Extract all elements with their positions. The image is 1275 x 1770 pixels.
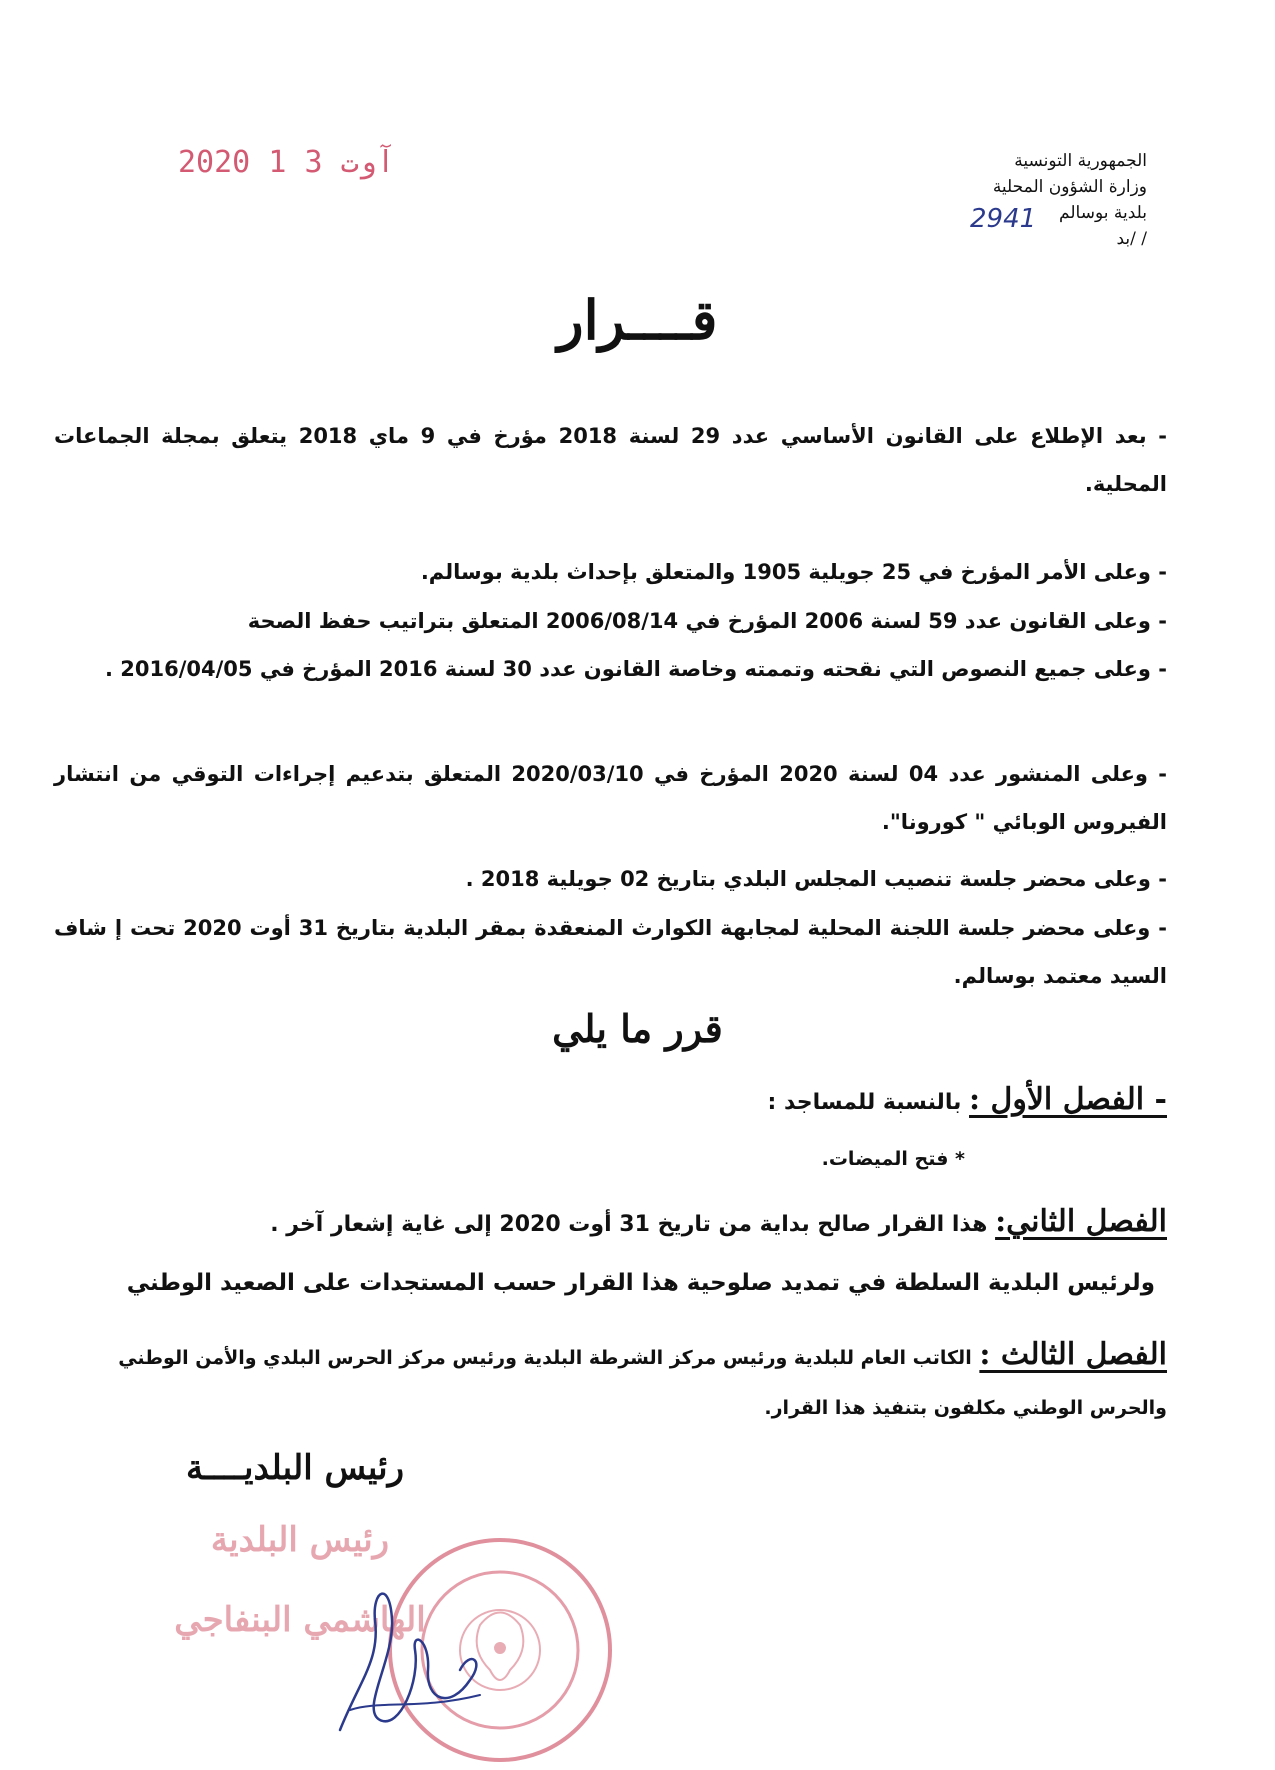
document-title: قــــرار [557,288,718,352]
article-first-title: - الفصل الأول : [969,1082,1167,1117]
preamble-paragraph: - وعلى القانون عدد 59 لسنة 2006 المؤرخ في 2006/08/14 المتعلق بتراتيب حفظ الصحة [247,609,1167,633]
article-second-note: ولرئيس البلدية السلطة في تمديد صلوحية هذا القرار حسب المستجدات على الصعيد الوطني [126,1270,1155,1296]
article-third-title: الفصل الثالث : [979,1337,1167,1372]
article-first-item: * فتح الميضات. [821,1148,965,1170]
preamble-paragraph: - وعلى محضر جلسة اللجنة المحلية لمجابهة الكوارث المنعقدة بمقر البلدية بتاريخ 31 أوت 2020 تحت إ شاف السيد معتمد بوسالم. [54,916,1167,988]
decision-heading: قرر ما يلي [552,1006,723,1051]
article-second [60,1204,1167,1239]
stamp-name-line2: الهاشمي البنفاجي [174,1600,426,1640]
article-second-title: الفصل الثاني: [995,1204,1167,1239]
article-second-text: هذا القرار صالح بداية من تاريخ 31 أوت 2020 إلى غاية إشعار آخر . [270,1212,988,1237]
preamble-paragraph: - وعلى جميع النصوص التي نقحته وتممته وخاصة القانون عدد 30 لسنة 2016 المؤرخ في 2016/04/05 . [105,657,1167,681]
handwritten-reference-number: 2941 [970,204,1037,234]
preamble-paragraph: - وعلى المنشور عدد 04 لسنة 2020 المؤرخ في 2020/03/10 المتعلق بتدعيم إجراءات التوقي من انتشار الفيروس الوبائي " كورونا". [54,762,1168,834]
header-republic: الجمهورية التونسية [1014,151,1147,171]
preamble-paragraph: - بعد الإطلاع على القانون الأساسي عدد 29 لسنة 2018 مؤرخ في 9 ماي 2018 يتعلق بمجلة الجماعات المحلية. [54,424,1167,496]
preamble-paragraph: - وعلى الأمر المؤرخ في 25 جويلية 1905 والمتعلق بإحداث بلدية بوسالم. [420,560,1167,584]
stamp-name-line1: رئيس البلدية [210,1520,390,1560]
header-ministry: وزارة الشؤون المحلية [992,177,1147,197]
header-municipality: بلدية بوسالم [1059,203,1147,223]
header-reference: / /بد [1116,229,1147,249]
article-third [60,1330,1167,1433]
article-first [60,1082,1167,1117]
signer-title: رئيس البلديــــة [185,1448,405,1488]
preamble-paragraph: - وعلى محضر جلسة تنصيب المجلس البلدي بتاريخ 02 جويلية 2018 . [465,867,1167,891]
article-first-text: بالنسبة للمساجد : [767,1090,962,1115]
date-stamp: 2020 آوت 3 1 [178,144,395,180]
article-third-text: الكاتب العام للبلدية ورئيس مركز الشرطة البلدية ورئيس مركز الحرس البلدي والأمن الوطني والحرس الوطني مكلفون بتنفيذ هذا القرار. [118,1347,1167,1419]
handwritten-signature-icon [320,1560,500,1750]
